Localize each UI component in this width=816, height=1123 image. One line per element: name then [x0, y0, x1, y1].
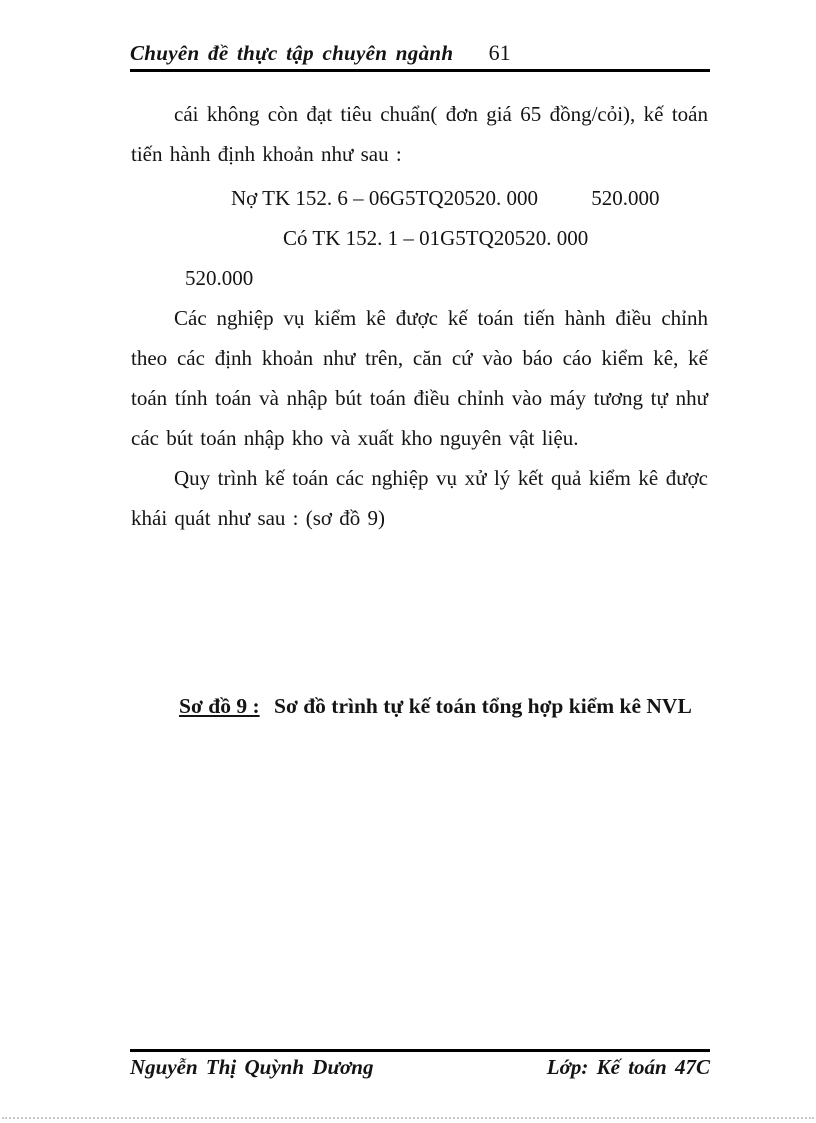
footer-class: Lớp: Kế toán 47C — [546, 1055, 710, 1079]
diagram-heading-label: Sơ đồ 9 : — [179, 694, 260, 718]
page-number: 61 — [488, 40, 511, 65]
document-body — [131, 94, 708, 726]
credit-account: Có TK 152. 1 – 01G5TQ20520. 000 — [283, 226, 589, 250]
page-bottom-divider — [2, 1117, 814, 1119]
diagram-heading — [131, 686, 708, 726]
page-footer — [130, 1049, 710, 1080]
journal-entry-debit-line — [231, 178, 708, 218]
debit-amount: 520.000 — [591, 186, 660, 210]
credit-amount: 520.000 — [185, 266, 254, 290]
diagram-heading-text: Sơ đồ trình tự kế toán tổng hợp kiểm kê NVL — [273, 694, 692, 718]
debit-account: Nợ TK 152. 6 – 06G5TQ20520. 000 — [231, 186, 539, 210]
journal-entry-credit-line — [283, 218, 708, 258]
paragraph-process: Quy trình kế toán các nghiệp vụ xử lý kết quả kiểm kê được khái quát như sau : (sơ đồ 9) — [131, 466, 708, 530]
paragraph-intro: cái không còn đạt tiêu chuẩn( đơn giá 65 đồng/cỏi), kế toán tiến hành định khoản như sau : — [131, 102, 708, 166]
journal-entry-credit-amount-line — [185, 258, 708, 298]
header-title: Chuyên đề thực tập chuyên ngành — [130, 41, 454, 65]
paragraph-adjustment: Các nghiệp vụ kiểm kê được kế toán tiến hành điều chỉnh theo các định khoản như trên, căn cứ vào báo cáo kiểm kê, kế toán tính toán và nhập bút toán điều chỉnh vào máy tương tự như các bút toán nhập kho và xuất kho nguyên vật liệu. — [131, 306, 708, 450]
page-header — [130, 40, 710, 72]
footer-author: Nguyễn Thị Quỳnh Dương — [130, 1055, 374, 1079]
